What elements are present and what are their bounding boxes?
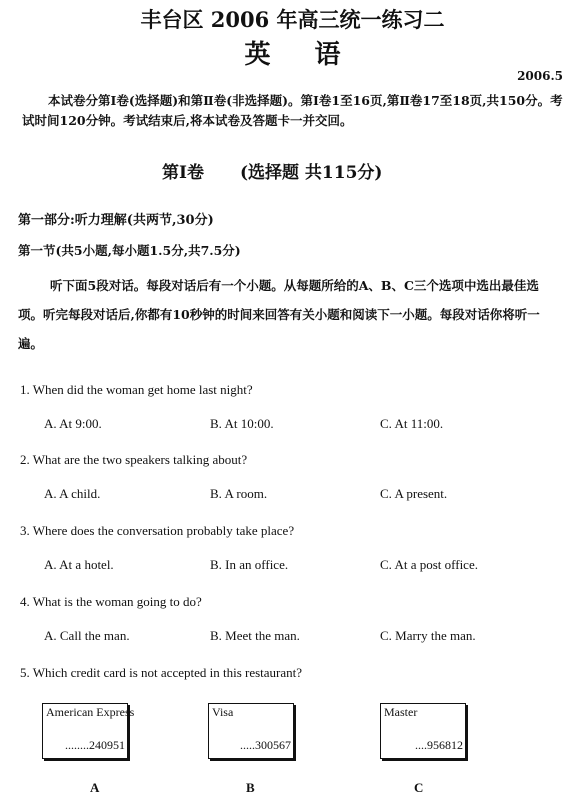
part-heading: 第一部分:听力理解(共两节,30分) [18, 213, 214, 228]
question-2-option-a: A. A child. [44, 486, 101, 501]
question-4: 4. What is the woman going to do? [20, 594, 202, 609]
exam-title: 丰台区 2006 年高三统一练习二 [140, 7, 445, 32]
credit-card-visa [208, 703, 294, 759]
section-heading: 第一节(共5小题,每小题1.5分,共7.5分) [18, 243, 241, 258]
question-3-option-a: A. At a hotel. [44, 557, 114, 572]
card-number: ........240951 [65, 738, 125, 752]
card-option-c: C [414, 780, 424, 795]
exam-note: 本试卷分第Ⅰ卷(选择题)和第Ⅱ卷(非选择题)。第Ⅰ卷1至16页,第Ⅱ卷17至18页,共150分。考试时间120分钟。考试结束后,将本试卷及答题卡一并交回。 [22, 93, 563, 128]
question-5: 5. Which credit card is not accepted in this restaurant? [20, 665, 303, 680]
question-1-option-b: B. At 10:00. [210, 416, 274, 431]
card-number: .....300567 [240, 738, 291, 752]
question-1: 1. When did the woman get home last night? [20, 382, 253, 397]
card-option-b: B [246, 780, 255, 795]
credit-card-master [380, 703, 466, 759]
volume-title [162, 158, 382, 183]
subject-title: 英语 [244, 40, 385, 70]
question-1-option-c: C. At 11:00. [380, 416, 444, 431]
question-3-option-b: B. In an office. [210, 557, 289, 572]
card-option-a: A [90, 780, 100, 795]
question-3: 3. Where does the conversation probably take place? [20, 523, 295, 538]
question-2: 2. What are the two speakers talking about? [20, 452, 248, 467]
question-2-option-b: B. A room. [210, 486, 268, 501]
volume-desc: (选择题 共115分) [239, 163, 383, 183]
question-2-option-c: C. A present. [380, 486, 448, 501]
question-4-option-a: A. Call the man. [44, 628, 130, 643]
question-4-option-b: B. Meet the man. [210, 628, 300, 643]
question-3-option-c: C. At a post office. [380, 557, 478, 572]
volume-name: 第Ⅰ卷 [162, 163, 204, 183]
card-name: American Express [46, 705, 135, 719]
question-4-option-c: C. Marry the man. [380, 628, 476, 643]
exam-date: 2006.5 [517, 69, 563, 83]
card-name: Visa [212, 705, 234, 719]
card-name: Master [384, 705, 418, 719]
card-number: ....956812 [415, 738, 463, 752]
listening-instructions: 听下面5段对话。每段对话后有一个小题。从每题所给的A、B、C三个选项中选出最佳选项。听完每段对话后,你都有10秒钟的时间来回答有关小题和阅读下一小题。每段对话你将听一遍。 [18, 278, 540, 351]
credit-card-american-express [42, 703, 135, 759]
question-1-option-a: A. At 9:00. [44, 416, 102, 431]
